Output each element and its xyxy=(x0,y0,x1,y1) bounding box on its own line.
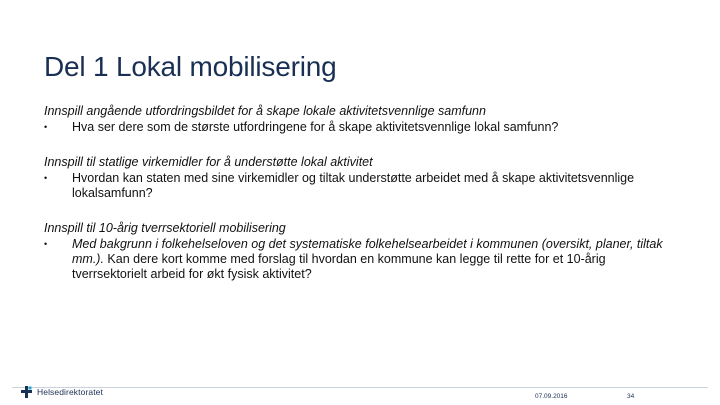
bullet-item xyxy=(44,171,684,201)
bullet-text: Hva ser dere som de største utfordringene for å skape aktivitetsvennlige lokal samfunn? xyxy=(72,120,559,134)
bullet-text xyxy=(72,237,663,281)
slide-footer xyxy=(0,375,720,405)
logo-text: Helsedirektoratet xyxy=(37,387,103,397)
footer-date: 07.09.2016 xyxy=(535,393,568,400)
bullet-icon: • xyxy=(44,122,48,132)
slide-content xyxy=(44,104,684,302)
bullet-item xyxy=(44,120,684,135)
section-cross-sector xyxy=(44,221,684,282)
bullet-text: Hvordan kan staten med sine virkemidler og tiltak understøtte arbeidet med å skape aktivitetsvennlige lokalsamfunn? xyxy=(72,171,635,200)
page-number: 34 xyxy=(627,393,635,400)
section-heading: Innspill til statlige virkemidler for å understøtte lokal aktivitet xyxy=(44,155,373,169)
section-challenges xyxy=(44,104,684,135)
bullet-item xyxy=(44,237,684,282)
bullet-icon: • xyxy=(44,173,48,183)
section-state-measures xyxy=(44,155,684,201)
helsedirektoratet-logo xyxy=(20,385,103,399)
bullet-text-rest: Kan dere kort komme med forslag til hvordan en kommune kan legge til rette for et 10-årig tverrsektorielt arbeid for økt fysisk aktivitet? xyxy=(72,252,606,281)
footer-divider xyxy=(12,387,708,388)
bullet-text-italic: Med bakgrunn i folkehelseloven og det systematiske folkehelsearbeidet i kommunen (oversikt, planer, tiltak mm.). xyxy=(72,237,663,266)
slide-title: Del 1 Lokal mobilisering xyxy=(44,51,337,82)
section-heading: Innspill til 10-årig tverrsektoriell mobilisering xyxy=(44,221,286,235)
helsedirektoratet-logo-icon xyxy=(20,385,34,399)
section-heading: Innspill angående utfordringsbildet for å skape lokale aktivitetsvennlige samfunn xyxy=(44,104,486,118)
bullet-icon: • xyxy=(44,239,48,249)
